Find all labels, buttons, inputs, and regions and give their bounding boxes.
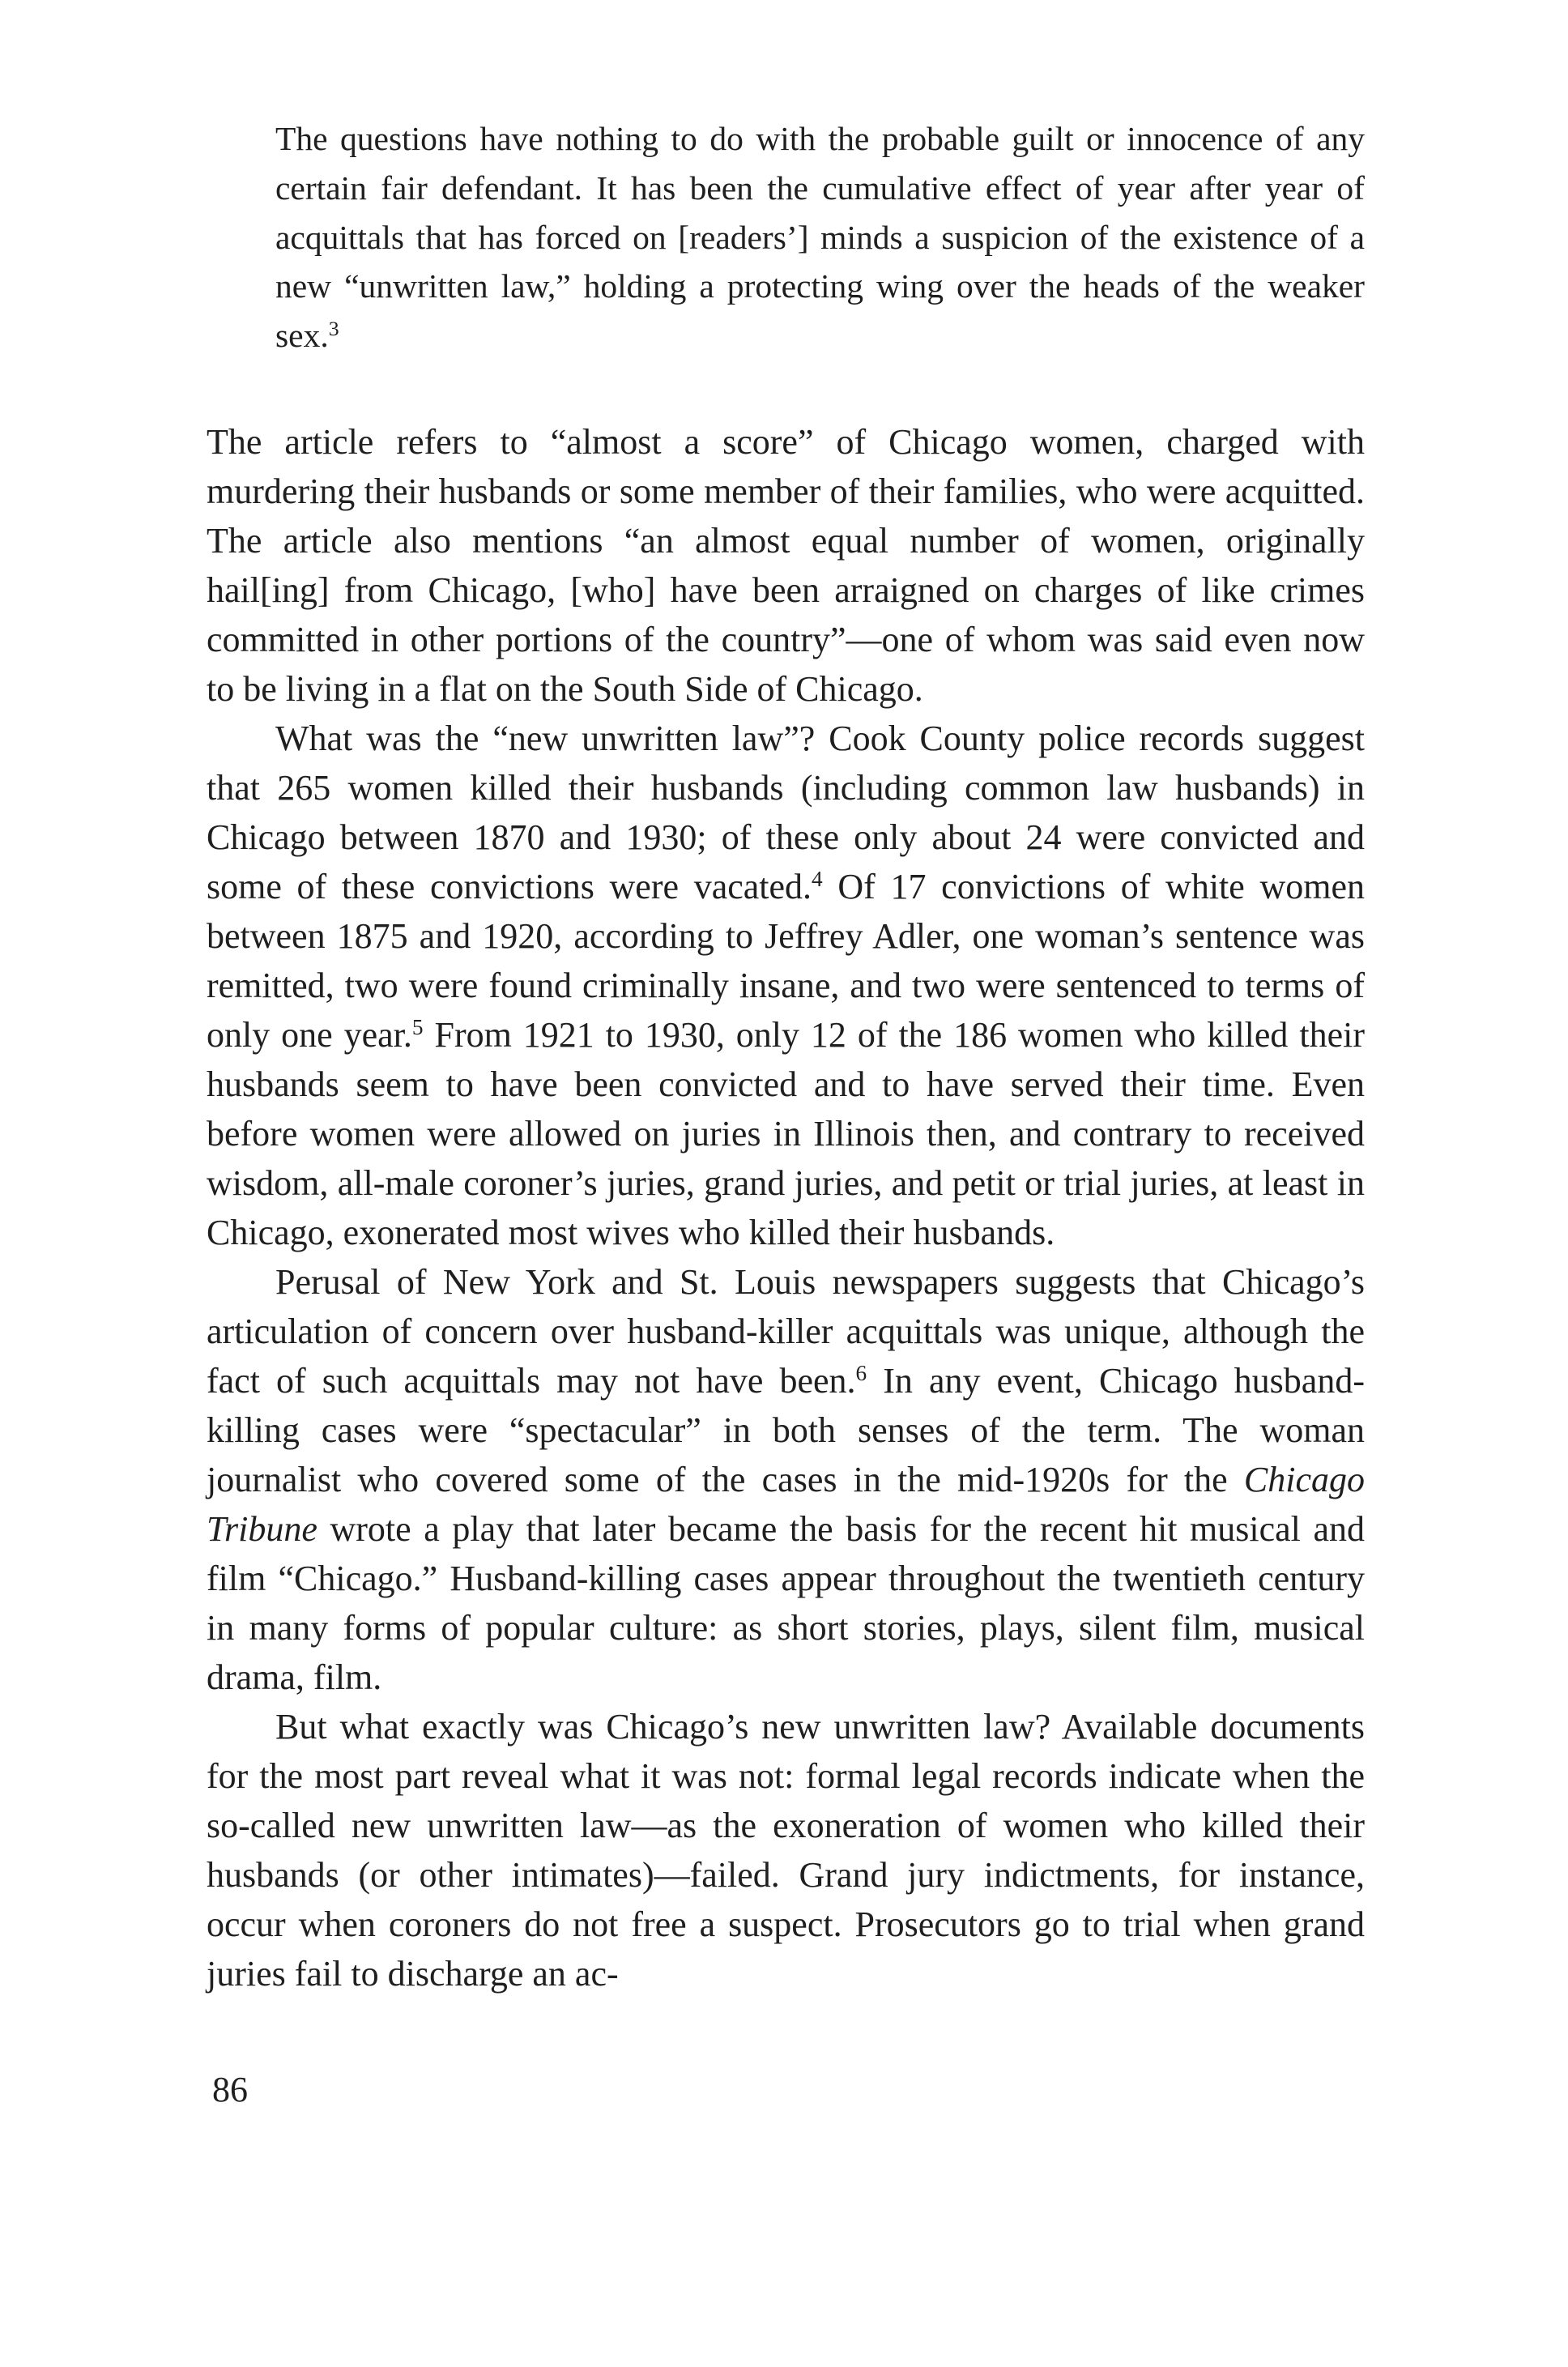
paragraph-unwritten-law xyxy=(207,714,1365,1257)
block-quote xyxy=(275,114,1365,360)
paragraph-what-exactly xyxy=(207,1702,1365,1998)
paragraph-text: What was the “new unwritten law”? Cook County police records suggest that 265 women killed their husbands (including common law husbands) in Chicago between 1870 and 1930; of these only about 24 were convicted and some of these convictions were vacated. xyxy=(207,719,1365,906)
paragraph-text: Of 17 convictions of white women between 1875 and 1920, according to Jeffrey Adler, one woman’s sentence was remitted, two were found criminally insane, and two were sentenced to terms of only one year. xyxy=(207,867,1366,1055)
paragraph-text: The article refers to “almost a score” of Chicago women, charged with murdering their husbands or some member of their families, who were acquitted. The article also mentions “an almost equal number of women, originally hail[ing] from Chicago, [who] have been arraigned on charges of like crimes committed in other portions of the country”—one of whom was said even now to be living in a flat on the South Side of Chicago. xyxy=(207,422,1365,709)
footnote-ref-3: 3 xyxy=(328,317,339,341)
body-text xyxy=(207,417,1365,1998)
paragraph-text: Perusal of New York and St. Louis newspapers suggests that Chicago’s articulation of concern over husband-killer acquittals was unique, although the fact of such acquittals may not have been. xyxy=(207,1262,1365,1401)
block-quote-text: The questions have nothing to do with the probable guilt or innocence of any certain fair defendant. It has been the cumulative effect of year after year of acquittals that has forced on [readers’] minds a suspicion of the existence of a new “unwritten law,” holding a protecting wing over the heads of the weaker sex. xyxy=(275,120,1365,355)
paragraph-newspapers xyxy=(207,1257,1365,1702)
paragraph-text: In any event, Chicago husband-killing cases were “spectacular” in both senses of the term. The woman journalist who covered some of the cases in the mid-1920s for the xyxy=(207,1361,1365,1499)
paragraph-text: wrote a play that later became the basis for the recent hit musical and film “Chicago.” Husband-killing cases appear throughout the twentieth century in many forms of popular culture: as short stories, plays, silent film, musical drama, film. xyxy=(207,1509,1365,1697)
block-quote-paragraph xyxy=(275,114,1365,360)
paragraph-article-refers xyxy=(207,417,1365,714)
page-number: 86 xyxy=(212,2070,248,2109)
newspaper-title: Chicago Tribune xyxy=(207,1460,1365,1549)
footnote-ref-6: 6 xyxy=(855,1361,867,1385)
paragraph-text: But what exactly was Chicago’s new unwritten law? Available documents for the most part reveal what it was not: formal legal records indicate when the so-called new unwritten law—as the exoneration of women who killed their husbands (or other intimates)—failed. Grand jury indictments, for instance, occur when coroners do not free a suspect. Prosecutors go to trial when grand juries fail to discharge an ac- xyxy=(207,1707,1365,1994)
paragraph-text: From 1921 to 1930, only 12 of the 186 women who killed their husbands seem to have been convicted and to have served their time. Even before women were allowed on juries in Illinois then, and contrary to received wisdom, all-male coroner’s juries, grand juries, and petit or trial juries, at least in Chicago, exonerated most wives who killed their husbands. xyxy=(207,1015,1365,1252)
footnote-ref-5: 5 xyxy=(411,1015,424,1039)
footnote-ref-4: 4 xyxy=(812,867,823,891)
